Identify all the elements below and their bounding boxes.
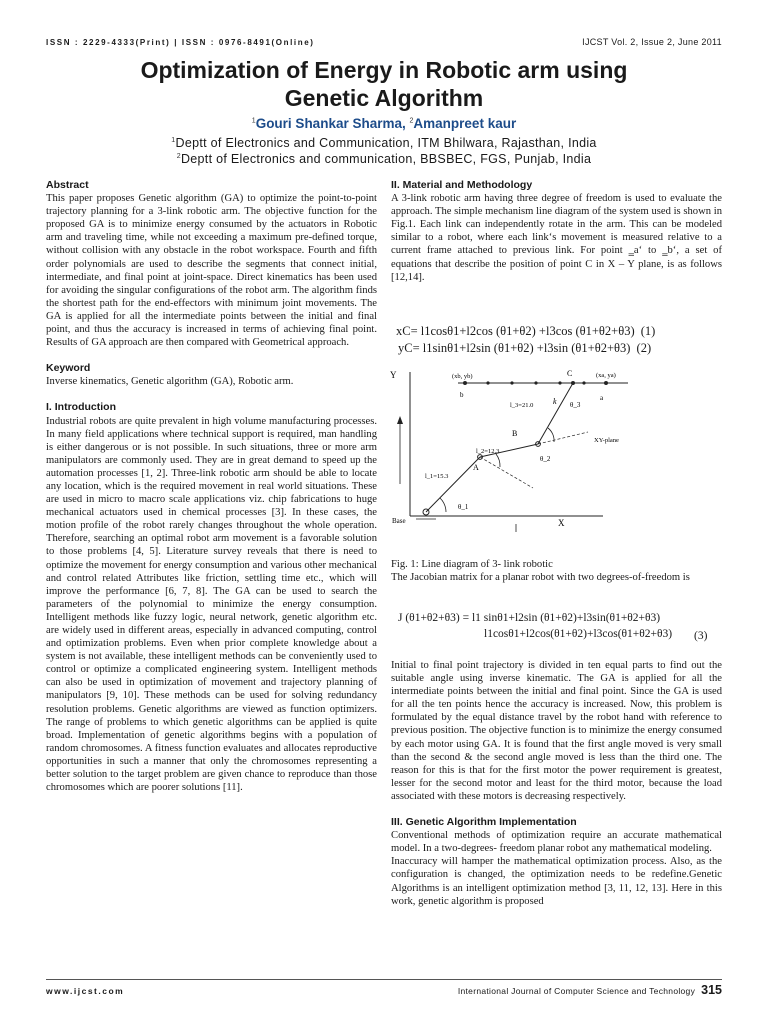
link-1-extension: [480, 457, 533, 488]
equation-1: [396, 324, 655, 339]
author-1-mark: 1: [251, 117, 256, 125]
title-line-2: Genetic Algorithm: [284, 85, 484, 111]
up-arrow-head: [397, 416, 403, 424]
material-text: A 3-link robotic arm having three degree of freedom is used to evaluate the approach. The simple mechanism line diagram of the system used is shown in Fig.1. Each link can independently rotate in the arm. This can be modeled similar to a robot, where each link‘s movement is measured relative to a current frame attached to previous link. For point ‗a‘ to ‗b‘, a set of equations that describe the position of point C in X – Y plane, is as follows [12,14].: [391, 193, 722, 283]
title-line-1: Optimization of Energy in Robotic arm using: [140, 57, 628, 83]
traj-point-2: [510, 381, 513, 384]
point-b: [463, 381, 467, 385]
trajectory-section: [391, 659, 722, 908]
footer-url: www.ijcst.com: [46, 986, 125, 996]
traj-point-3: [534, 381, 537, 384]
trajectory-text: Initial to final point trajectory is divided in ten equal parts to find out the suitable angle using inverse kinematic. The GA is applied for all the intermediate points between the initial and final point. Since the GA is used for all the ten points hence the accuracy is increased. Now, this problem is formulated by the equal distance travel by the robot hand with reference to previous position. The objective function is to minimize the energy consumed by each motor using GA. It is found that the first angle moved is very small than the second & the second angle moved is less than the third one. The reason for this is that for the first motor the power requirement is greatest, lesser for the second motor and least for the third motor, because the load associated with these motors is decreasing respectively.: [391, 660, 722, 802]
author-2-mark: 2: [409, 117, 414, 125]
equation-2-number: (2): [636, 341, 652, 355]
equation-1-number: (1): [640, 324, 656, 338]
abstract-heading: Abstract: [46, 179, 89, 191]
ga-implementation-text-2: Inaccuracy will hamper the mathematical optimization process. Also, as the configuration is changed, the optimization needs to be redefine.Genetic Algorithms is an intelligent optimization method [3, 11, 12, 13]. Here in this work, genetic algorithm is proposed: [391, 856, 722, 907]
footer-journal: [458, 983, 722, 997]
author-2: Amanpreet kaur: [413, 116, 517, 131]
fig-label-l3: l_3=21.0: [510, 402, 534, 409]
fig-label-theta-3: θ_3: [570, 401, 581, 409]
fig-label-a: a: [600, 394, 604, 402]
robot-arm-diagram: [388, 364, 718, 534]
fig-label-l1: l_1=15.3: [425, 473, 449, 480]
theta-3-arc: [548, 428, 554, 442]
keyword-heading: Keyword: [46, 362, 91, 375]
traj-point-4: [558, 381, 561, 384]
footer-rule: [46, 979, 722, 980]
link-2-extension: [538, 432, 588, 444]
affiliation-1: [0, 136, 768, 150]
equation-2-body: yC= l1sinθ1+l2sin (θ1+θ2) +l3sin (θ1+θ2+θ3): [398, 341, 631, 355]
fig-label-base: Base: [392, 517, 406, 525]
fig-label-xbyb: (xb, yb): [452, 373, 473, 380]
theta-1-arc: [440, 498, 446, 512]
ga-implementation-text-1: Conventional methods of optimization require an accurate mathematical model. In a two-degrees- freedom planar robot any mathematical modeling.: [391, 830, 722, 855]
author-1: Gouri Shankar Sharma,: [255, 116, 406, 131]
fig-label-xaya: (xa, ya): [596, 372, 616, 379]
page-number: 315: [701, 983, 722, 997]
fig-label-theta-2: θ_2: [540, 455, 551, 463]
footer-journal-name: International Journal of Computer Science and Technology: [457, 986, 696, 996]
journal-issue-header: IJCST Vol. 2, Issue 2, June 2011: [582, 37, 722, 47]
fig-label-b: b: [460, 391, 464, 399]
material-section: [391, 179, 722, 284]
jacobian-equation-line-1: J (θ1+θ2+θ3) = l1 sinθ1+l2sin (θ1+θ2)+l3sin(θ1+θ2+θ3): [398, 612, 661, 624]
fig-label-xy-plane: XY-plane: [594, 437, 619, 444]
fig-label-x: X: [558, 518, 565, 528]
affiliation-2-mark: 2: [176, 152, 181, 160]
jacobian-equation-number: (3): [694, 630, 708, 642]
equation-1-body: xC= l1cosθ1+l2cos (θ1+θ2) +l3cos (θ1+θ2+θ3): [396, 324, 635, 338]
link-3: [538, 383, 573, 444]
affiliation-1-mark: 1: [171, 136, 176, 144]
figure-caption-block: [391, 558, 722, 584]
authors: [0, 116, 768, 131]
issn-header: ISSN : 2229-4333(Print) | ISSN : 0976-8491(Online): [46, 38, 315, 47]
fig-label-c: C: [567, 369, 573, 378]
introduction-text: Industrial robots are quite prevalent in high volume manufacturing processes. In many field applications where technical support is required, man handling is either dangerous or is not possible. In such situations, three or more arm manipulators are commonly used. They are in great demand to speed up the automation processes [1, 2]. Three-link robotic arm should be able to locate any location, which is the required movement in real world situations. These are used in micro to macro scale applications viz. chip fabrications to huge mechanical actuators used in chemical processes [3]. In these cases, the motion profile of the robot rarely changes throughout the whole operation. Therefore, searching an optimal robot arm movement is a favorable solution to those problems [4, 5]. Literature survey reveals that there is need to optimize the movement for energy consumption and various other mechanical and control related Attributes like friction, settling time etc., which will improve the performance [6, 7, 8]. The GA can be used to search the parameters of the polynomial to minimize the energy consumption. Intelligent methods like fuzzy logic, neural network, genetic algorithm etc. are widely used in different areas, especially in advanced computing, control and optimization problems. Even when prior complete knowledge about a system is not available, these intelligent methods can be conveniently used to control or optimize a complicated engineering system. Intelligent methods can also be used in optimization of movement and trajectory planning of manipulators [9, 10]. These methods can be used for solving redundancy resolution problems. Genetic algorithms are viewed as function optimizers. The range of problems to which genetic algorithms can be applied is quite broad. Implementation of genetic algorithms begins with a population of random chromosomes. A fitness function evaluates and allocates reproductive opportunities in such a manner that only the chromosomes representing a better solution to the target problem are given chance to reproduce than those chromosomes which are poorer solutions [11].: [46, 415, 377, 794]
introduction-heading: I. Introduction: [46, 401, 116, 414]
keyword-text: Inverse kinematics, Genetic algorithm (GA), Robotic arm.: [46, 376, 294, 388]
material-heading: II. Material and Methodology: [391, 179, 533, 191]
left-column: [46, 179, 377, 794]
traj-point-1: [486, 381, 489, 384]
affiliation-2: [0, 152, 768, 166]
theta-2-arc: [496, 454, 500, 467]
affiliation-1-text: Deptt of Electronics and Communication, ITM Bhilwara, Rajasthan, India: [175, 136, 597, 150]
ga-implementation-heading: III. Genetic Algorithm Implementation: [391, 816, 577, 829]
fig-label-theta-1: θ_1: [458, 503, 469, 511]
jacobian-intro: The Jacobian matrix for a planar robot with two degrees-of-freedom is: [391, 572, 690, 584]
affiliation-2-text: Deptt of Electronics and communication, BBSBEC, FGS, Punjab, India: [180, 152, 592, 166]
figure-caption: Fig. 1: Line diagram of 3- link robotic: [391, 559, 553, 570]
paper-title: [0, 56, 768, 112]
abstract-text: This paper proposes Genetic algorithm (GA) to optimize the point-to-point trajectory planning for a 3-link robotic arm. The objective function for the proposed GA is to minimize energy consumed by the actuators in Robotic arm and traveling time, while not exceeding a maximum pre-defined torque, without collision with any obstacle in the robot workspace. Fourth and fifth order polynomials are used to describe the segments that connect initial, intermediate, and final point at joint-space. Direct kinematics has been used for avoiding the singular configurations of the robot arm. The algorithm finds the shortest path for the end-effectors with minimum joint movements. The GA is applied for all the intermediate points between the initial and final point, and thus the accuracy is increased in terms of achieving final point. Results of GA approach are then compared with Geometrical approach.: [46, 193, 377, 349]
fig-label-y: Y: [390, 370, 397, 380]
equation-2: [398, 341, 651, 356]
jacobian-equation-line-2: l1cosθ1+l2cos(θ1+θ2)+l3cos(θ1+θ2+θ3): [484, 628, 673, 640]
fig-label-k: k: [553, 397, 557, 406]
link-1: [426, 457, 480, 512]
fig-label-joint-a: A: [473, 463, 479, 472]
fig-label-l2: l_2=12.3: [476, 448, 500, 455]
fig-label-joint-b: B: [512, 429, 518, 438]
end-effector-c: [571, 381, 575, 385]
